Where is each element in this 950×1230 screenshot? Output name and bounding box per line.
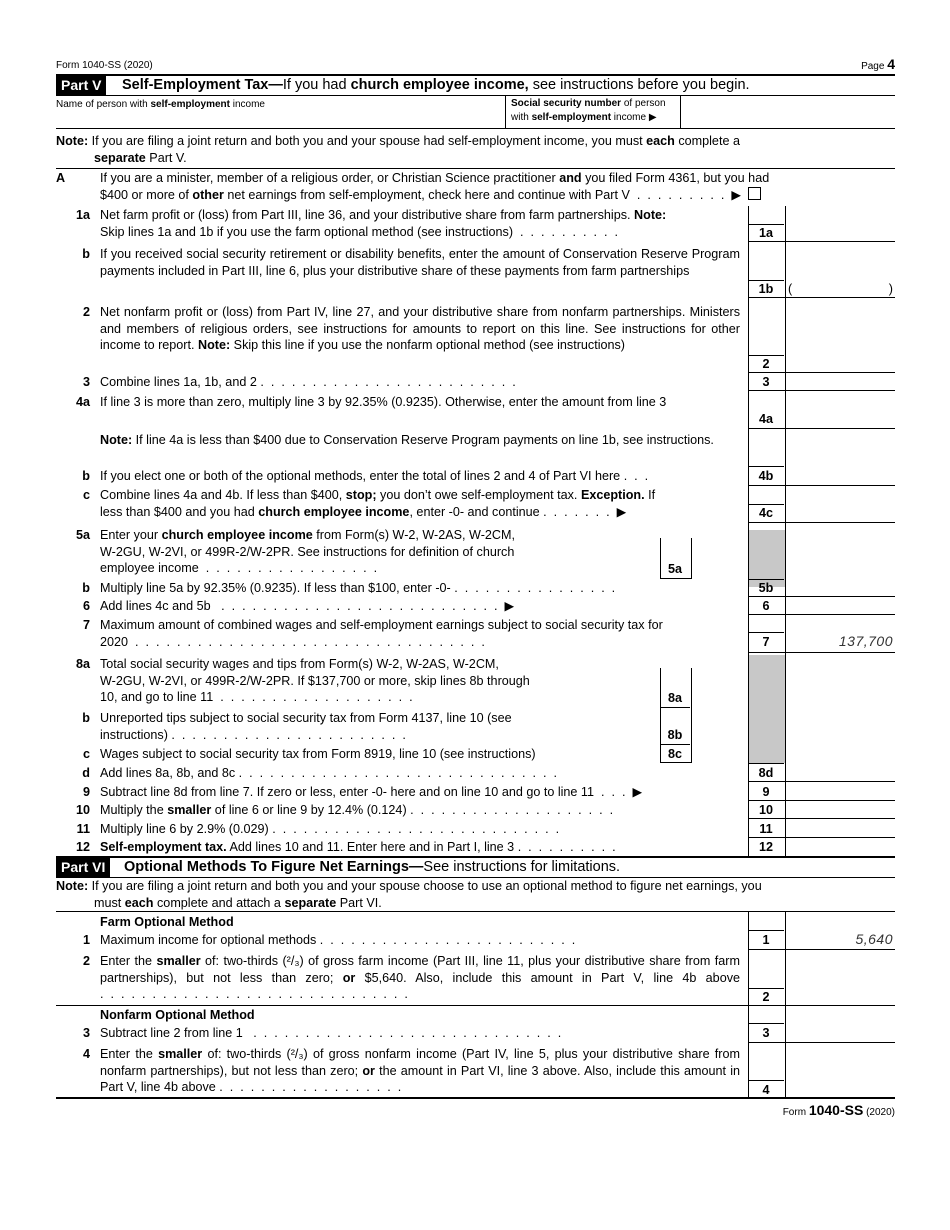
amount-11[interactable] — [785, 821, 895, 837]
amount-3[interactable] — [785, 374, 895, 390]
amount-7[interactable]: 137,700 — [838, 633, 893, 649]
amount-10[interactable] — [785, 802, 895, 818]
box-1a: 1a — [758, 226, 773, 240]
amount-6[interactable] — [785, 598, 895, 614]
page-number: Page 4 — [861, 56, 895, 72]
page-header — [56, 56, 895, 74]
amount-1b[interactable]: ( ) — [788, 282, 893, 296]
box-8c: 8c — [667, 747, 682, 761]
name-label: Name of person with self-employment income — [56, 99, 265, 110]
box-8d: 8d — [758, 766, 774, 780]
part6-tag: Part VI — [56, 858, 110, 877]
part6-box-4: 4 — [762, 1083, 770, 1097]
part6-amount-1[interactable]: 5,640 — [855, 931, 893, 947]
page-footer: Form 1040-SS (2020) — [782, 1102, 895, 1118]
amount-8c[interactable] — [691, 745, 747, 762]
part5-title: Self-Employment Tax—If you had church employee income, see instructions before you begin. — [122, 77, 750, 93]
box-4b: 4b — [758, 469, 774, 483]
amount-4b[interactable] — [785, 468, 895, 485]
amount-9[interactable] — [785, 784, 895, 800]
box-4c: 4c — [758, 506, 773, 520]
part6-header — [56, 856, 895, 878]
amount-8a[interactable] — [691, 668, 747, 707]
part6-box-1: 1 — [762, 933, 770, 947]
part6-amount-2[interactable] — [785, 989, 895, 1005]
box-6: 6 — [762, 599, 770, 613]
box-5a: 5a — [667, 562, 682, 576]
amount-12[interactable] — [785, 839, 895, 855]
amount-8d[interactable] — [785, 765, 895, 781]
part6-note: Note: If you are filing a joint return and both you and your spouse choose to use an optional method to figure net earnings, you must each complete and attach a separate Part VI. — [56, 879, 762, 910]
box-4a: 4a — [758, 412, 773, 426]
part6-amount-3[interactable] — [785, 1024, 895, 1042]
part5-header — [56, 74, 895, 96]
amount-1a[interactable] — [785, 224, 895, 241]
box-10: 10 — [758, 803, 773, 817]
box-9: 9 — [762, 785, 770, 799]
part5-note: Note: If you are filing a joint return and both you and your spouse had self-employment income, you must each complete a separate Part V. — [56, 134, 740, 165]
box-11: 11 — [759, 822, 773, 836]
ssn-label: Social security number of person with self-employment income ▶ — [505, 95, 681, 128]
amount-4c[interactable] — [785, 505, 895, 522]
box-7: 7 — [762, 635, 770, 649]
box-12: 12 — [758, 840, 773, 854]
form-id: Form 1040-SS (2020) — [56, 60, 153, 71]
box-5b: 5b — [758, 581, 774, 595]
part6-title: Optional Methods To Figure Net Earnings—See instructions for limitations. — [124, 859, 621, 875]
part5-tag: Part V — [56, 76, 106, 95]
box-1b: 1b — [758, 282, 774, 296]
part6-box-3: 3 — [762, 1026, 770, 1040]
box-2: 2 — [762, 357, 770, 371]
part6-box-2: 2 — [762, 990, 770, 1004]
line-a-checkbox[interactable] — [748, 187, 761, 200]
amount-4a[interactable] — [785, 411, 895, 428]
part6-amount-4[interactable] — [785, 1081, 895, 1097]
box-8a: 8a — [667, 691, 682, 705]
amount-8b[interactable] — [691, 708, 747, 744]
box-3: 3 — [762, 375, 770, 389]
amount-5a[interactable] — [691, 538, 747, 578]
amount-2[interactable] — [785, 356, 895, 373]
box-8b: 8b — [667, 728, 683, 742]
amount-5b[interactable] — [785, 580, 895, 596]
name-ssn-row — [56, 95, 895, 129]
